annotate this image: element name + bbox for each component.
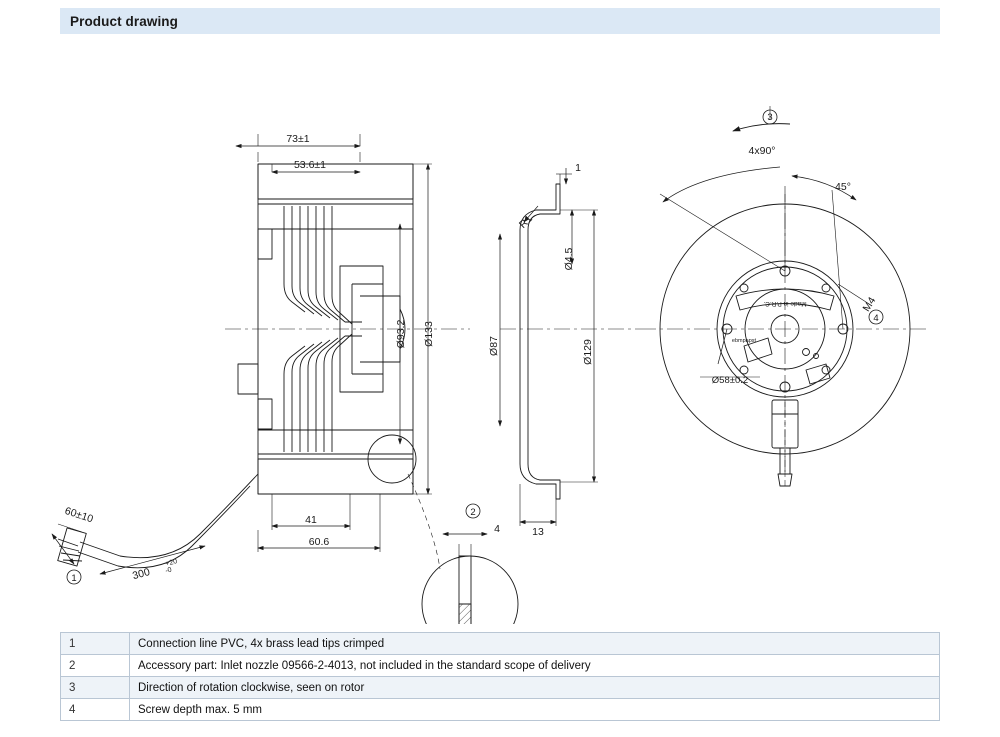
- callout-2: 2: [470, 507, 476, 518]
- dim-60pm10: 60±10: [63, 504, 95, 526]
- dim-d133: Ø133: [423, 321, 435, 347]
- note-text: Connection line PVC, 4x brass lead tips crimped: [130, 633, 940, 655]
- dim-300-tol-plus: +20: [164, 558, 178, 568]
- detail-dim-4: 4: [494, 523, 500, 535]
- dim-1: 1: [575, 162, 581, 174]
- dim-41: 41: [305, 514, 317, 526]
- dim-45deg: 45°: [835, 181, 851, 193]
- notes-table: [60, 632, 940, 721]
- callout-1: 1: [71, 573, 77, 584]
- technical-drawing: [0, 34, 1000, 624]
- note-number: 3: [61, 677, 130, 699]
- rotor-label-text: Made in P.R.C.: [763, 300, 807, 307]
- note-text: Direction of rotation clockwise, seen on rotor: [130, 677, 940, 699]
- note-number: 4: [61, 699, 130, 721]
- dim-73: 73±1: [286, 133, 310, 145]
- dim-d87: Ø87: [488, 336, 500, 356]
- page-title: Product drawing: [70, 13, 179, 29]
- drawing-svg: [0, 34, 1000, 624]
- note-text: Screw depth max. 5 mm: [130, 699, 940, 721]
- dim-300-tol-minus: -0: [164, 566, 173, 575]
- dim-60-6: 60.6: [308, 536, 330, 548]
- dim-r1: R1: [516, 212, 535, 231]
- dim-300: 300: [131, 566, 152, 583]
- note-number: 2: [61, 655, 130, 677]
- section-header: [60, 8, 940, 34]
- dim-d93-2: Ø93.2: [395, 319, 407, 349]
- dim-m4: M4: [860, 295, 879, 314]
- dim-4x90: 4x90°: [748, 145, 776, 157]
- table-row: [61, 677, 940, 699]
- dim-13: 13: [532, 526, 544, 538]
- table-row: [61, 699, 940, 721]
- callout-3: 3: [767, 112, 773, 123]
- dim-d4-5: Ø4.5: [563, 247, 575, 271]
- table-row: [61, 655, 940, 677]
- note-number: 1: [61, 633, 130, 655]
- table-row: [61, 633, 940, 655]
- note-text: Accessory part: Inlet nozzle 09566-2-4013, not included in the standard scope of delivery: [130, 655, 940, 677]
- dim-d129: Ø129: [582, 339, 594, 365]
- dim-53-6: 53.6±1: [293, 159, 327, 171]
- brand-logo: ebmpapst: [731, 338, 757, 344]
- callout-4: 4: [873, 313, 879, 324]
- dim-d58: Ø58±0.2: [711, 375, 749, 386]
